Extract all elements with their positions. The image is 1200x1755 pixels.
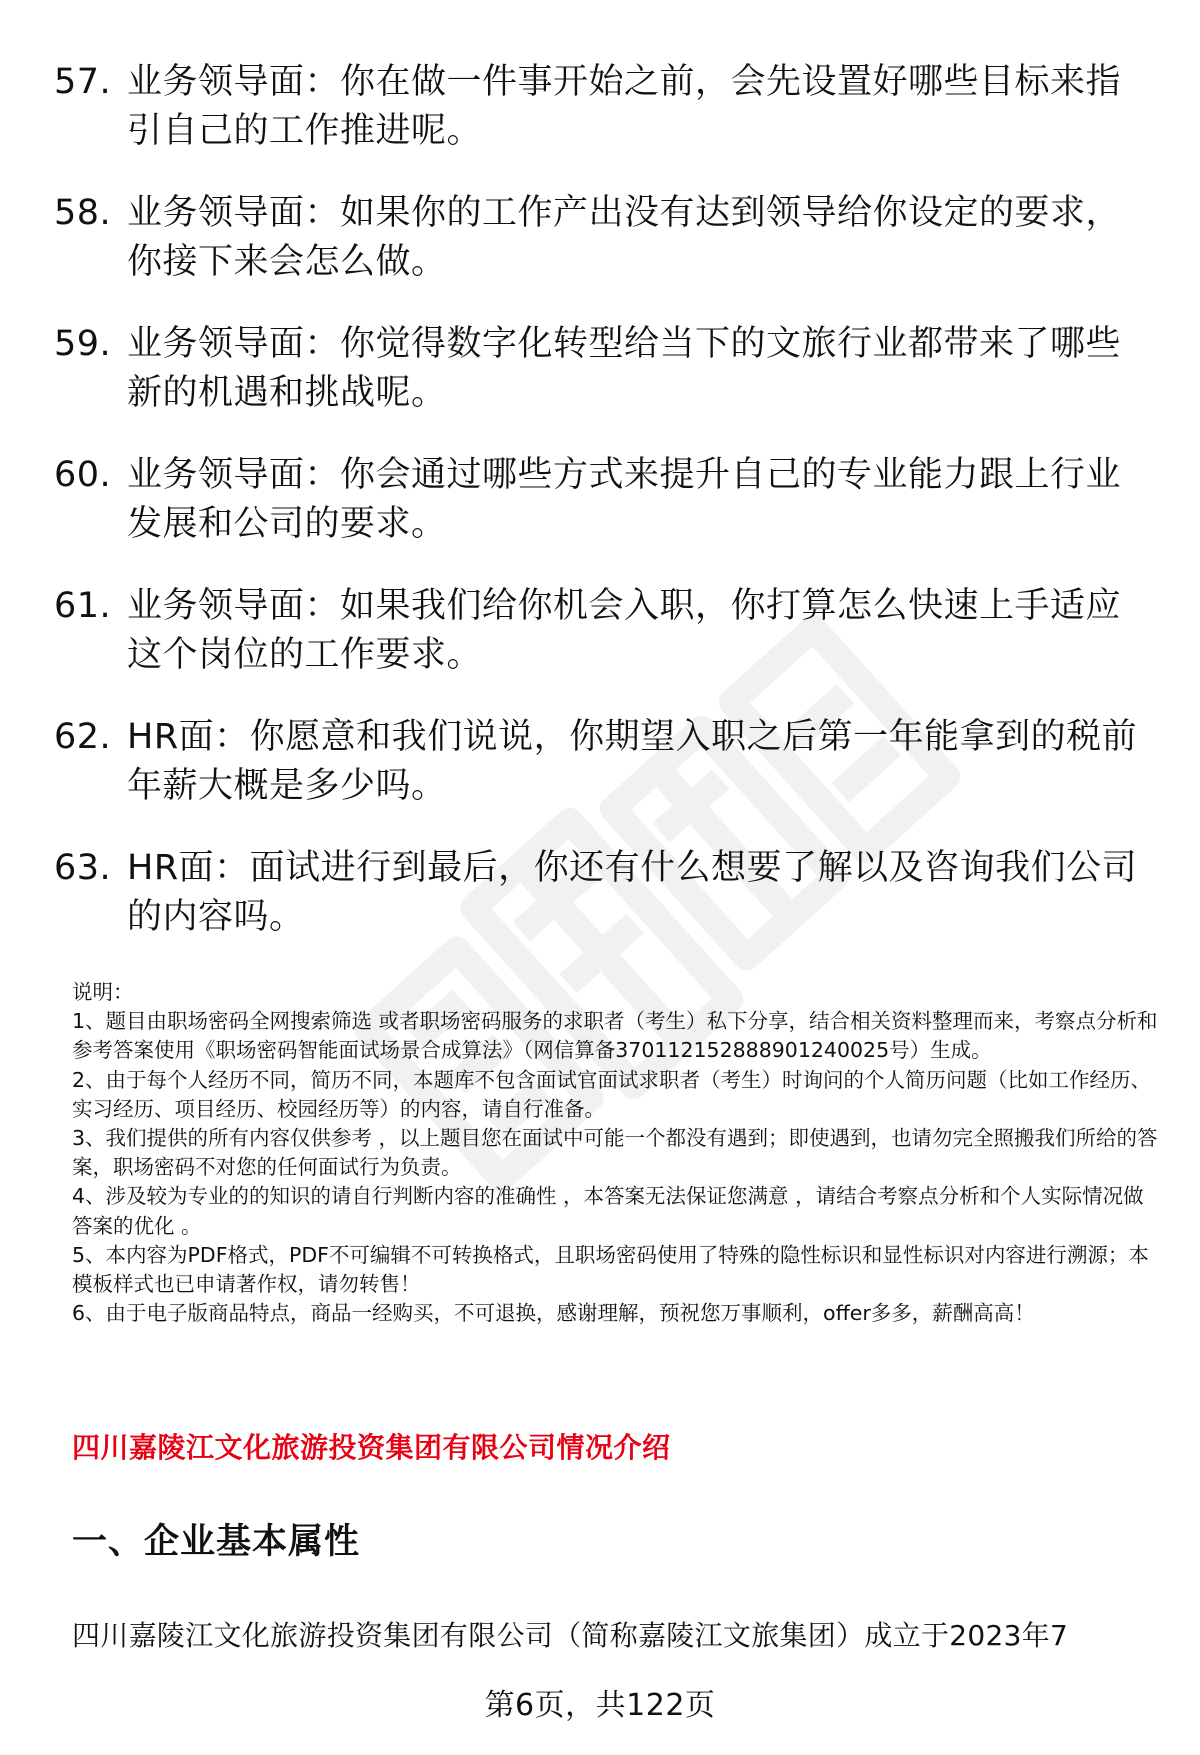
question-number: 60. [54,455,112,495]
question-text: 业务领导面：如果我们给你机会入职，你打算怎么快速上手适应这个岗位的工作要求。 [127,586,1122,675]
notes-title: 说明： [72,980,134,1004]
list-item [54,189,1154,287]
question-text: HR面：面试进行到最后，你还有什么想要了解以及咨询我们公司的内容吗。 [127,848,1138,937]
question-text: 业务领导面：你会通过哪些方式来提升自己的专业能力跟上行业发展和公司的要求。 [127,455,1122,544]
notes-section [72,978,1162,1328]
page-number: 第6页，共122页 [484,1688,716,1723]
note-item: 5、本内容为PDF格式，PDF不可编辑不可转换格式，且职场密码使用了特殊的隐性标识和显性标识对内容进行溯源；本模板样式也已申请著作权，请勿转售！ [72,1242,1149,1297]
question-number: 61. [54,586,112,626]
note-item: 1、题目由职场密码全网搜索筛选 或者职场密码服务的求职者（考生）私下分享，结合相关资料整理而来，考察点分析和参考答案使用《职场密码智能面试场景合成算法》（网信算备370112152888901240025号）生成。 [72,1009,1158,1063]
note-item: 6、由于电子版商品特点，商品一经购买，不可退换，感谢理解，预祝您万事顺利，offer多多，薪酬高高！ [72,1301,1035,1326]
section-heading: 一、企业基本属性 [72,1522,361,1562]
question-text: 业务领导面：你在做一件事开始之前，会先设置好哪些目标来指引自己的工作推进呢。 [127,62,1122,151]
question-number: 59. [54,324,112,364]
question-number: 57. [54,62,112,102]
company-heading: 四川嘉陵江文化旅游投资集团有限公司情况介绍 [72,1431,671,1464]
note-item: 2、由于每个人经历不同，简历不同，本题库不包含面试官面试求职者（考生）时询问的个人简历问题（比如工作经历、实习经历、项目经历、校园经历等）的内容，请自行准备。 [72,1067,1152,1121]
question-number: 58. [54,193,112,233]
list-item [54,582,1154,680]
question-text: 业务领导面：你觉得数字化转型给当下的文旅行业都带来了哪些新的机遇和挑战呢。 [127,324,1122,413]
list-item [54,451,1154,549]
note-item: 3、我们提供的所有内容仅供参考 ，以上题目您在面试中可能一个都没有遇到；即使遇到，也请勿完全照搬我们所给的答案，职场密码不对您的任何面试行为负责。 [72,1126,1158,1180]
intro-paragraph: 四川嘉陵江文化旅游投资集团有限公司（简称嘉陵江文旅集团）成立于2023年7 [72,1619,1069,1652]
question-text: 业务领导面：如果你的工作产出没有达到领导给你设定的要求，你接下来会怎么做。 [127,193,1122,282]
list-item [54,58,1154,156]
list-item [54,844,1154,942]
list-item [54,713,1154,811]
list-item [54,320,1154,418]
question-list [54,58,1154,975]
note-item: 4、涉及较为专业的的知识的请自行判断内容的准确性 ，本答案无法保证您满意 ，请结合考察点分析和个人实际情况做答案的优化 。 [72,1184,1144,1238]
question-number: 63. [54,848,112,888]
question-text: HR面：你愿意和我们说说，你期望入职之后第一年能拿到的税前年薪大概是多少吗。 [127,717,1138,806]
question-number: 62. [54,717,112,757]
